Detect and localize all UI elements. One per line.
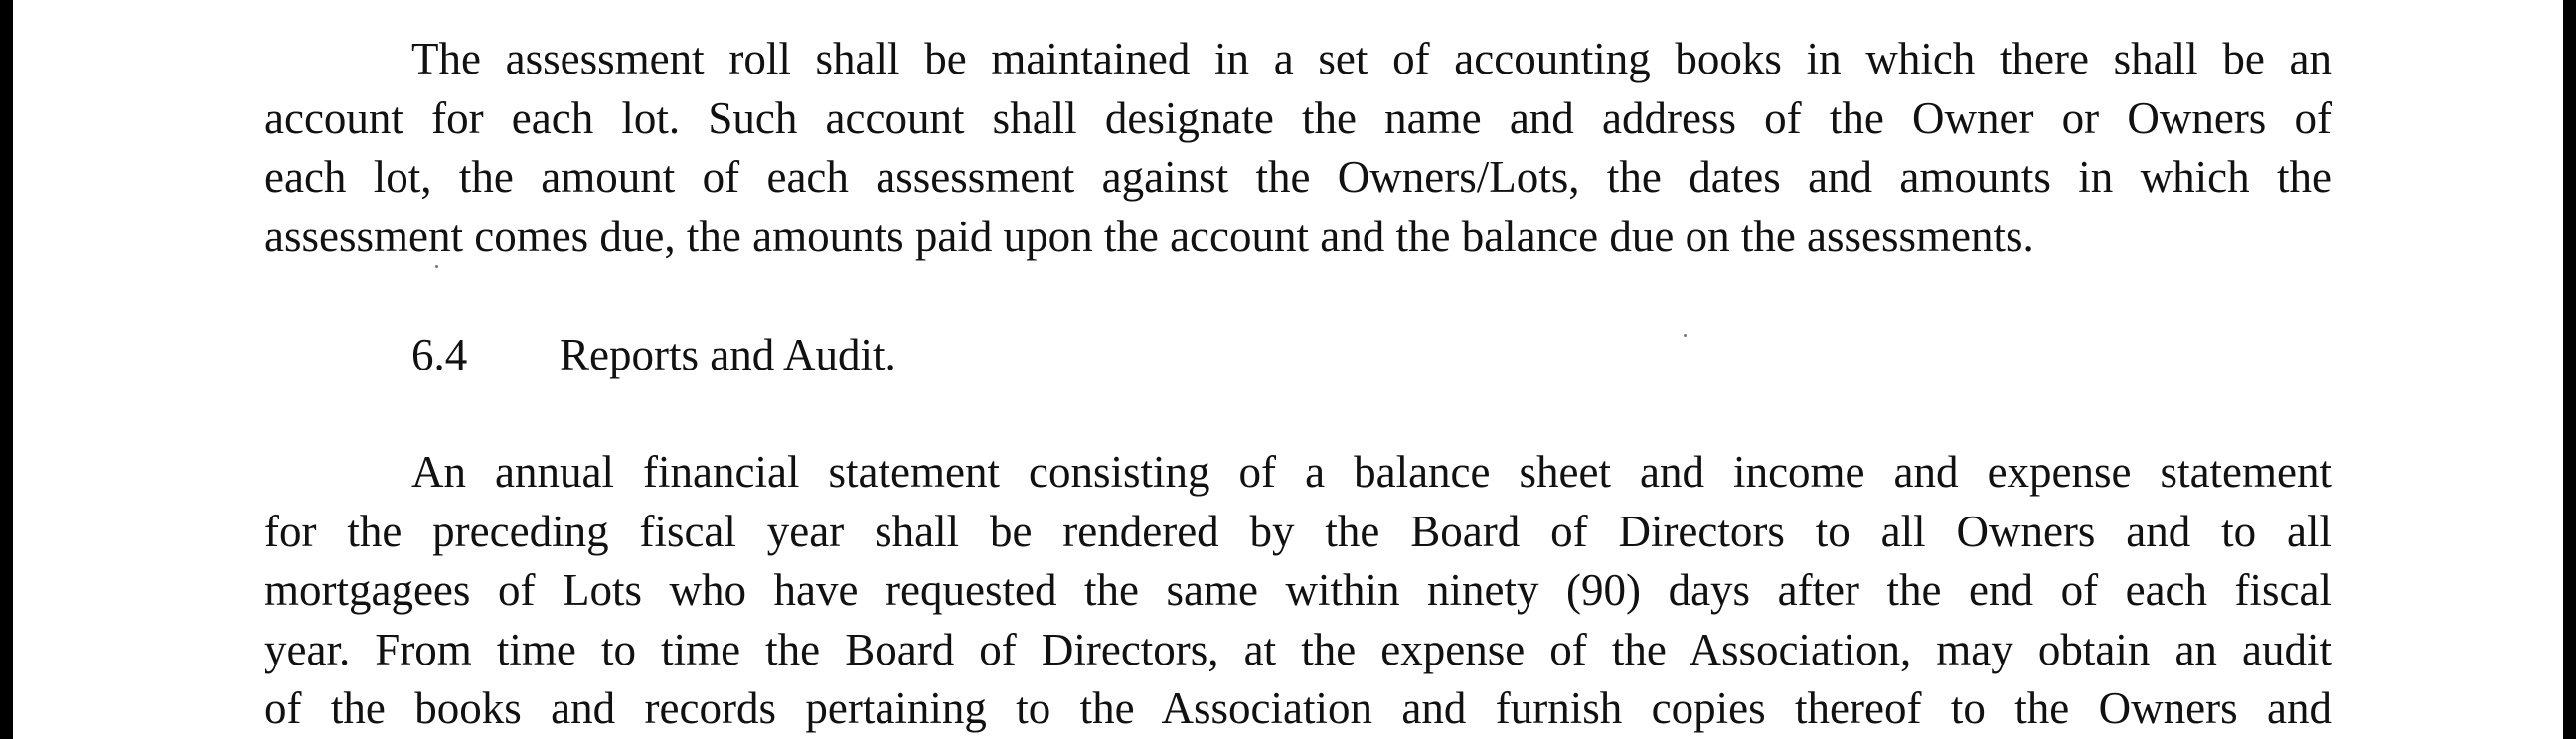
paragraph-reports-audit (264, 443, 2332, 739)
scan-speck (435, 265, 438, 268)
document-page (13, 0, 2563, 739)
section-number: 6.4 (411, 330, 468, 379)
paragraph-line: assessment comes due, the amounts paid upon the account and the balance due on the assessments. (264, 211, 2034, 261)
paragraph-line: of the books and records pertaining to the Association and furnish copies thereof to the Owners and (264, 683, 2332, 733)
section-heading (411, 326, 896, 385)
paragraph-line: each lot, the amount of each assessment against the Owners/Lots, the dates and amounts in which the (264, 152, 2332, 202)
scan-speck (1684, 334, 1687, 337)
paragraph-line: year. From time to time the Board of Directors, at the expense of the Association, may obtain an audit (264, 624, 2332, 674)
paragraph-line: mortgagees of Lots who have requested the same within ninety (90) days after the end of each fiscal (264, 565, 2332, 615)
section-title: Reports and Audit. (560, 330, 896, 379)
paragraph-line: An annual financial statement consisting of a balance sheet and income and expense statement (411, 447, 2332, 497)
paragraph-line: for the preceding fiscal year shall be rendered by the Board of Directors to all Owners and to all (264, 506, 2332, 556)
paragraph-line: The assessment roll shall be maintained in a set of accounting books in which there shall be an (411, 34, 2332, 83)
paragraph-assessment-roll (264, 30, 2332, 266)
paragraph-line: account for each lot. Such account shall designate the name and address of the Owner or Owners of (264, 92, 2332, 143)
